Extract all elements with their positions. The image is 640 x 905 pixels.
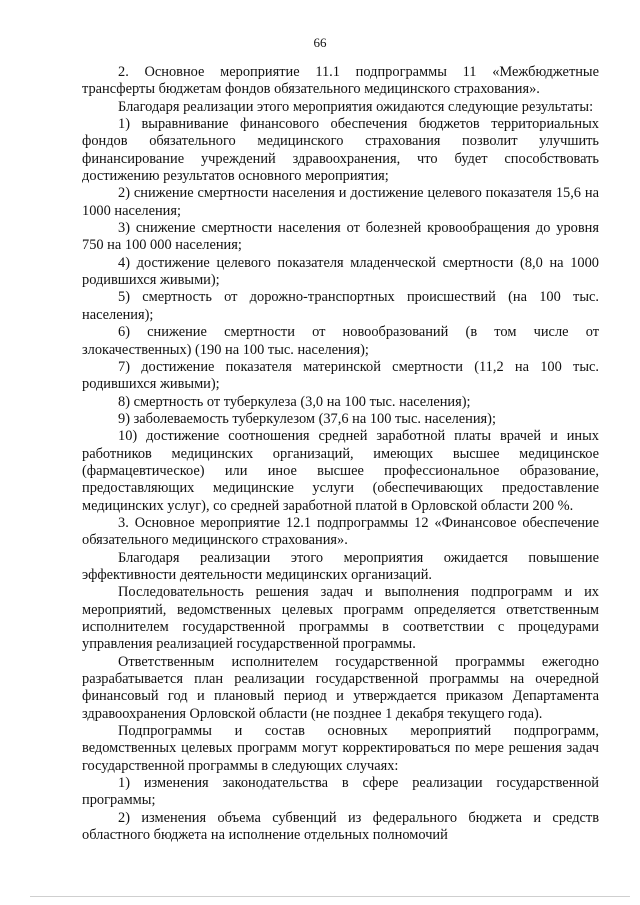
list-item-result-3: 3) снижение смертности населения от болезней кровообращения до уровня 750 на 100 000 населения; [82, 220, 599, 254]
list-item-result-2: 2) снижение смертности населения и достижение целевого показателя 15,6 на 1000 населения; [82, 185, 599, 219]
list-item-result-7: 7) достижение показателя материнской смертности (11,2 на 100 тыс. родившихся живыми); [82, 358, 599, 393]
paragraph-expected-results-intro: Благодаря реализации этого мероприятия ожидаются следующие результаты: [118, 98, 594, 115]
list-item-result-8: 8) смертность от туберкулеза (3,0 на 100 тыс. населения); [118, 393, 471, 410]
list-item-case-2: 2) изменения объема субвенций из федерального бюджета и средств областного бюджета на исполнение отдельных полномочий [82, 809, 599, 844]
paragraph-task-sequence: Последовательность решения задач и выполнения подпрограмм и их мероприятий, ведомственных целевых программ определяется ответственным исполнителем государственной программы в соответствии с процедурами управления реализацией государственной программы. [82, 584, 599, 653]
document-body [82, 64, 599, 844]
list-item-case-1: 1) изменения законодательства в сфере реализации государственной программы; [82, 775, 599, 809]
list-item-result-6: 6) снижение смертности от новообразований (в том числе от злокачественных) (190 на 100 тыс. населения); [82, 324, 599, 358]
list-item-result-9: 9) заболеваемость туберкулезом (37,6 на 100 тыс. населения); [118, 410, 496, 427]
page-number: 66 [313, 35, 327, 50]
list-item-result-1: 1) выравнивание финансового обеспечения бюджетов территориальных фондов обязательного медицинского страхования позволит улучшить финансирование учреждений здравоохранения, что будет способствовать достижению результатов основного мероприятия; [82, 116, 599, 185]
list-item-result-10: 10) достижение соотношения средней заработной платы врачей и иных работников медицинских организаций, имеющих высшее медицинское (фармацевтическое) или иное высшее профессиональное образование, предоставляющих медицинские услуги (обеспечивающих предоставление медицинских услуг), со средней заработной платой в Орловской области 200 %. [82, 428, 599, 514]
paragraph-main-event-11-1: 2. Основное мероприятие 11.1 подпрограммы 11 «Межбюджетные трансферты бюджетам фондов обязательного медицинского страхования». [82, 64, 599, 98]
paragraph-expected-efficiency: Благодаря реализации этого мероприятия ожидается повышение эффективности деятельности медицинских организаций. [82, 549, 599, 583]
page-bottom-edge [30, 896, 630, 897]
paragraph-adjustment-cases: Подпрограммы и состав основных мероприятий подпрограмм, ведомственных целевых программ могут корректироваться по мере решения задач государственной программы в следующих случаях: [82, 723, 599, 774]
paragraph-main-event-12-1: 3. Основное мероприятие 12.1 подпрограммы 12 «Финансовое обеспечение обязательного медицинского страхования». [82, 514, 599, 549]
list-item-result-4: 4) достижение целевого показателя младенческой смертности (8,0 на 1000 родившихся живыми); [82, 254, 599, 289]
paragraph-annual-plan: Ответственным исполнителем государственной программы ежегодно разрабатывается план реализации государственной программы на очередной финансовый год и плановый период и утверждается приказом Департамента здравоохранения Орловской области (не позднее 1 декабря текущего года). [82, 653, 599, 722]
list-item-result-5: 5) смертность от дорожно-транспортных происшествий (на 100 тыс. населения); [82, 289, 599, 323]
